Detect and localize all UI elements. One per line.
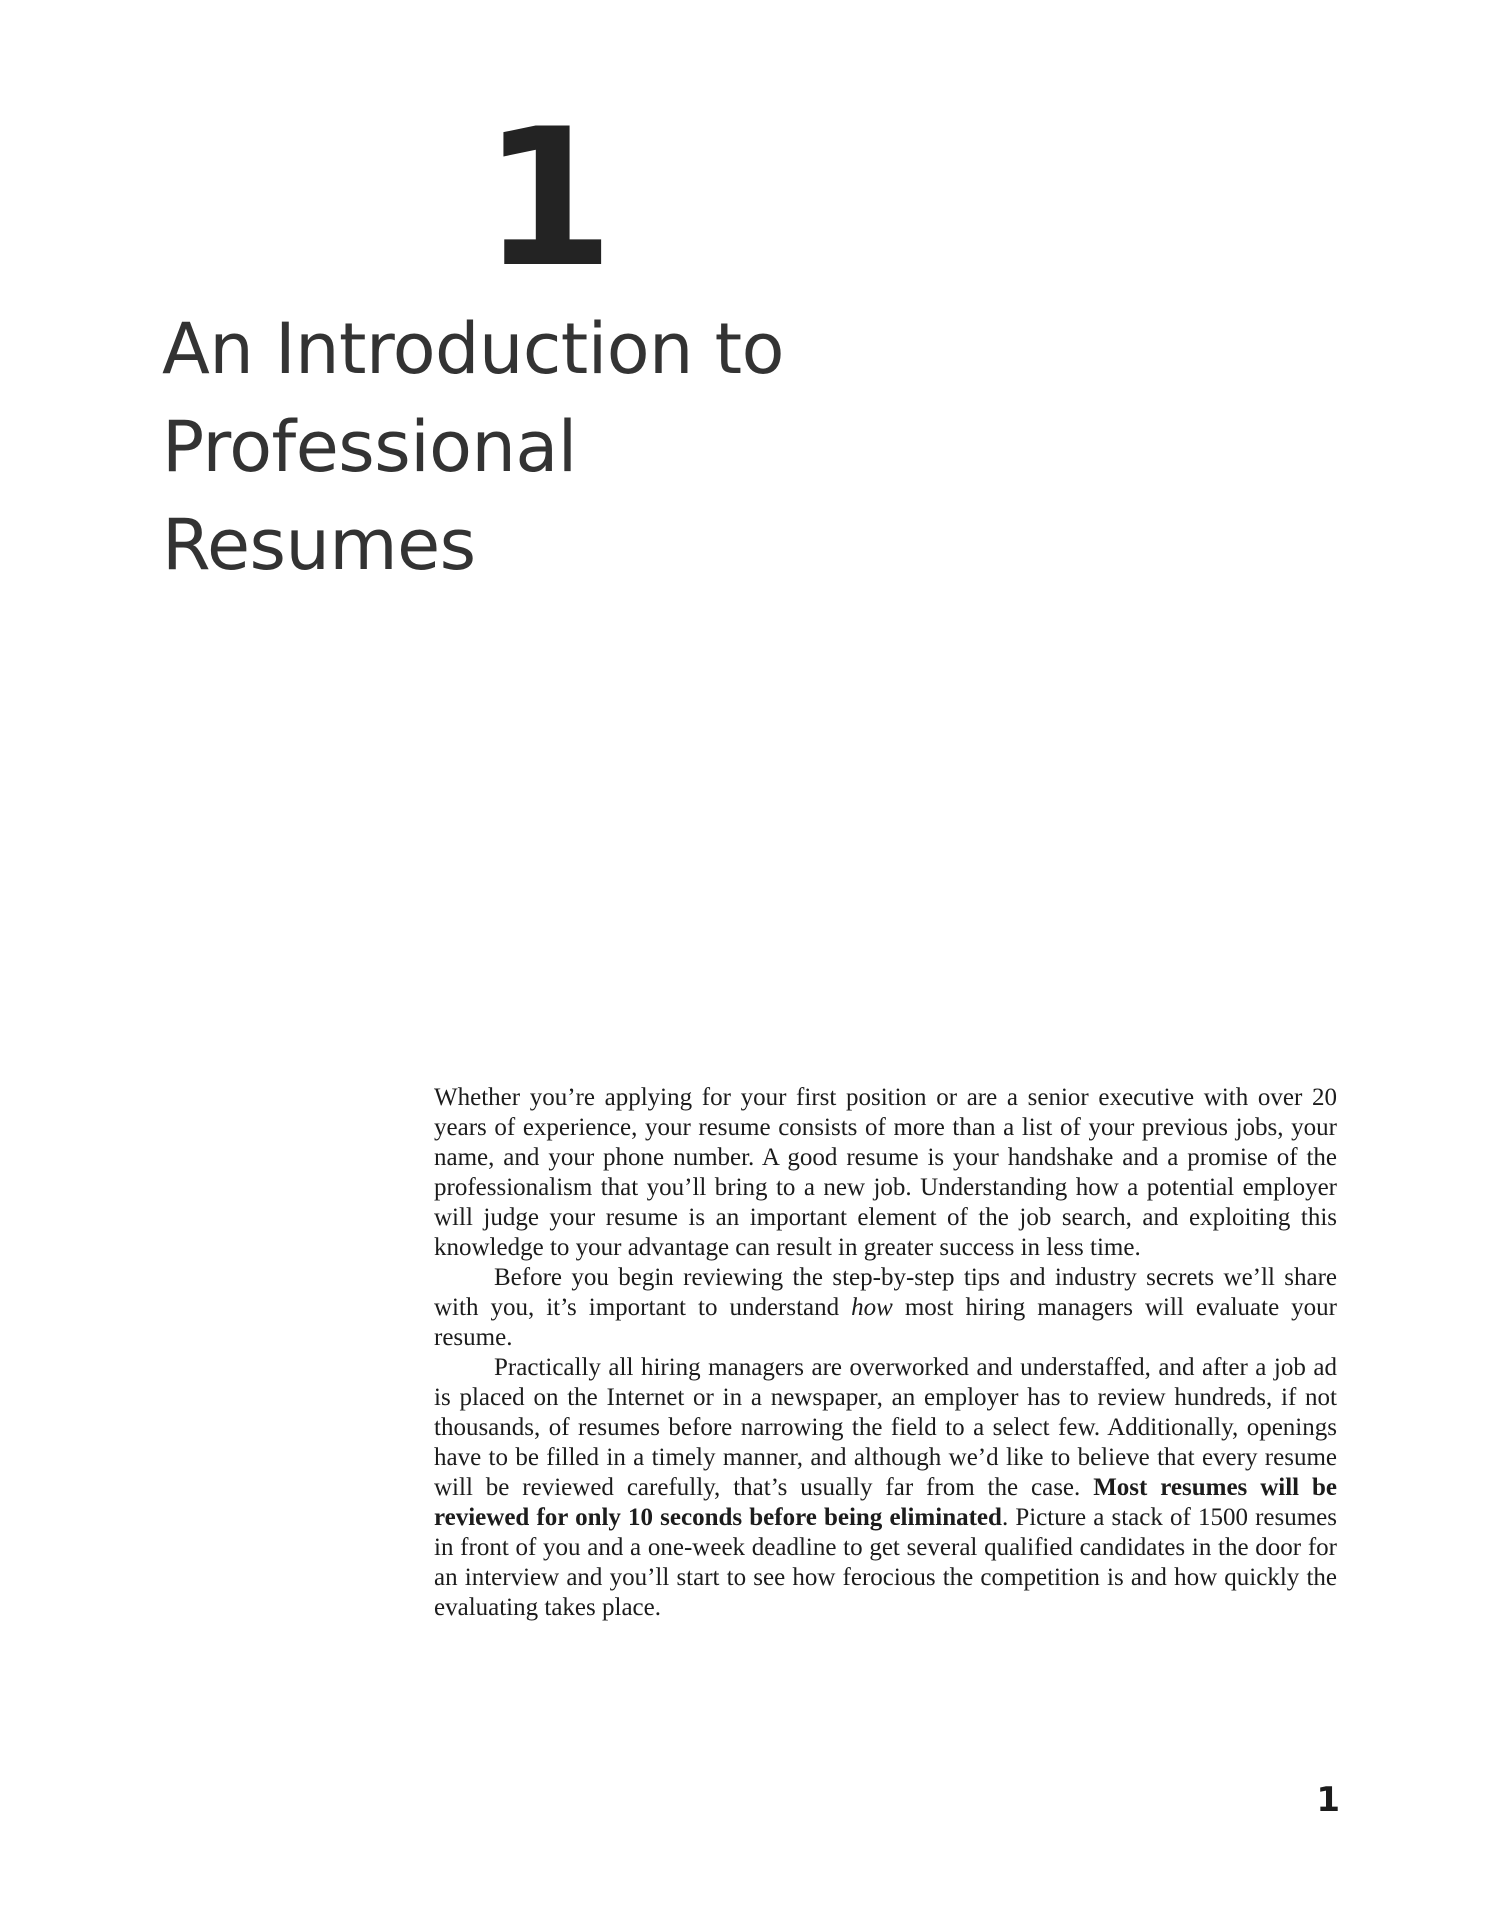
paragraph-3-text-a: Practically all hiring managers are overworked and understaffed, and after a job ad is placed on the Internet or in a newspaper, an employer has to review hundreds, if not thousands, of resumes before narrowing the field to a select few. Additionally, openings have to be filled in a timely manner, and although we’d like to believe that every resume will be reviewed carefully, that’s usually far from the case. (434, 1354, 1337, 1501)
paragraph-2 (434, 1263, 1337, 1353)
chapter-title-line-1: An Introduction to Professional (162, 308, 784, 488)
paragraph-3 (434, 1353, 1337, 1623)
paragraph-2-text-b: most hiring managers will evaluate your resume. (434, 1294, 1338, 1351)
page-number: 1 (1316, 1780, 1340, 1820)
paragraph-2-text-a: Before you begin reviewing the step-by-step tips and industry secrets we’ll share with you, it’s important to understand (434, 1264, 1337, 1321)
chapter-title (162, 300, 1162, 594)
paragraph-3-text-b: . Picture a stack of 1500 resumes in front of you and a one-week deadline to get several qualified candidates in the door for an interview and you’ll start to see how ferocious the competition is and how quickly the evaluating takes place. (434, 1504, 1337, 1621)
paragraph-2-emphasis: how (851, 1294, 893, 1321)
paragraph-3-bold: Most resumes will be reviewed for only 10 seconds before being eliminated (434, 1474, 1337, 1531)
chapter-number: 1 (482, 88, 615, 309)
body-text (434, 1083, 1337, 1623)
paragraph-1: Whether you’re applying for your first position or are a senior executive with over 20 years of experience, your resume consists of more than a list of your previous jobs, your name, and your phone number. A good resume is your handshake and a promise of the professionalism that you’ll bring to a new job. Understanding how a potential employer will judge your resume is an important element of the job search, and exploiting this knowledge to your advantage can result in greater success in less time. (434, 1084, 1337, 1261)
chapter-title-line-2: Resumes (162, 504, 476, 586)
